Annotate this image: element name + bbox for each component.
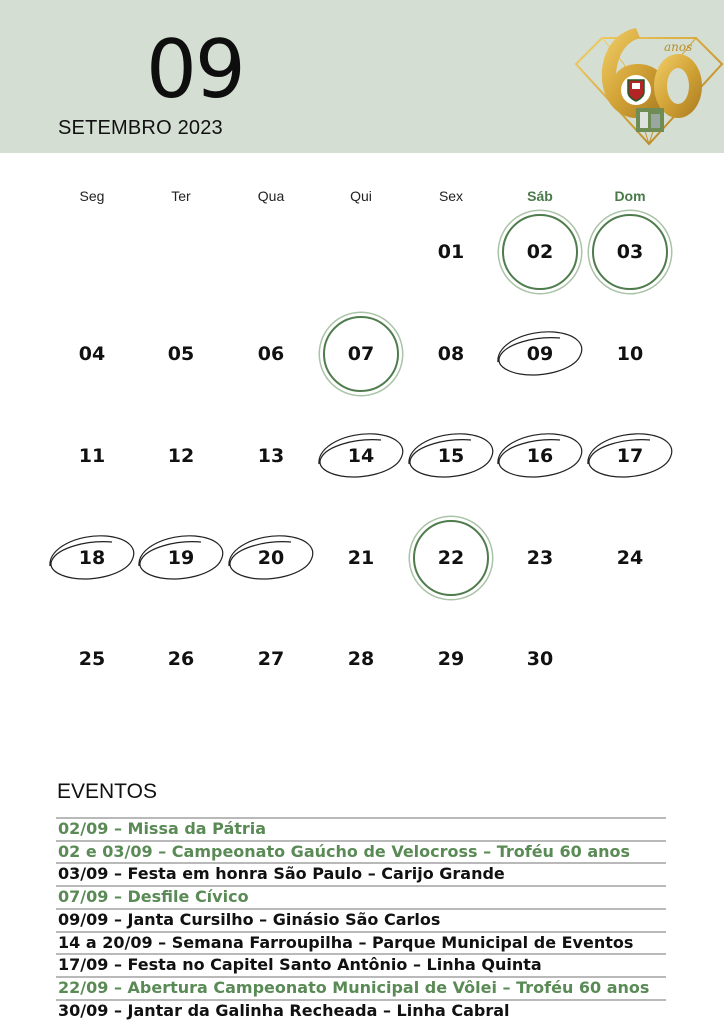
calendar-day: 25 (78, 648, 106, 670)
calendar-day: 09 (526, 343, 554, 365)
month-number: 09 (146, 23, 244, 116)
calendar-day: 15 (437, 445, 465, 467)
calendar-day: 01 (437, 241, 465, 263)
calendar-day: 29 (437, 648, 465, 670)
calendar-day: 26 (167, 648, 195, 670)
calendar-day: 27 (257, 648, 285, 670)
weekday-label: Sáb (527, 188, 553, 204)
calendar-day: 02 (526, 241, 554, 263)
calendar-day: 03 (616, 241, 644, 263)
event-item: 30/09 – Jantar da Galinha Recheada – Linha Cabral (58, 1000, 510, 1020)
anniversary-logo (574, 24, 724, 146)
event-item: 03/09 – Festa em honra São Paulo – Carijo Grande (58, 864, 505, 884)
calendar-day: 14 (347, 445, 375, 467)
weekday-label: Dom (614, 188, 646, 204)
calendar-day: 13 (257, 445, 285, 467)
calendar-day: 18 (78, 547, 106, 569)
calendar-day: 28 (347, 648, 375, 670)
event-item: 02 e 03/09 – Campeonato Gaúcho de Velocross – Troféu 60 anos (58, 841, 631, 861)
calendar-day: 06 (257, 343, 285, 365)
event-item: 14 a 20/09 – Semana Farroupilha – Parque Municipal de Eventos (58, 932, 634, 952)
calendar-day: 22 (437, 547, 465, 569)
weekday-label: Qui (350, 188, 372, 204)
event-item: 07/09 – Desfile Cívico (58, 887, 249, 907)
calendar-day: 24 (616, 547, 644, 569)
event-item: 09/09 – Janta Cursilho – Ginásio São Carlos (58, 909, 441, 929)
calendar-day: 07 (347, 343, 375, 365)
weekday-label: Ter (171, 188, 191, 204)
calendar-day: 20 (257, 547, 285, 569)
calendar-day: 16 (526, 445, 554, 467)
calendar-day: 19 (167, 547, 195, 569)
calendar-day: 12 (167, 445, 195, 467)
calendar-day: 05 (167, 343, 195, 365)
calendar-day: 30 (526, 648, 554, 670)
events-title: EVENTOS (57, 780, 157, 803)
calendar-day: 04 (78, 343, 106, 365)
event-item: 22/09 – Abertura Campeonato Municipal de Vôlei – Troféu 60 anos (58, 977, 650, 997)
calendar-day: 21 (347, 547, 375, 569)
weekday-label: Sex (438, 188, 464, 204)
logo-anos-text: anos (664, 40, 693, 54)
event-item: 17/09 – Festa no Capitel Santo Antônio – Linha Quinta (58, 955, 542, 975)
weekday-label: Seg (79, 188, 105, 204)
calendar-day: 23 (526, 547, 554, 569)
month-name: SETEMBRO 2023 (58, 117, 223, 139)
calendar-day: 17 (616, 445, 644, 467)
calendar-day: 10 (616, 343, 644, 365)
weekday-label: Qua (257, 188, 285, 204)
calendar-day: 11 (78, 445, 106, 467)
event-item: 02/09 – Missa da Pátria (58, 819, 267, 838)
calendar-day: 08 (437, 343, 465, 365)
header-banner (0, 0, 724, 153)
